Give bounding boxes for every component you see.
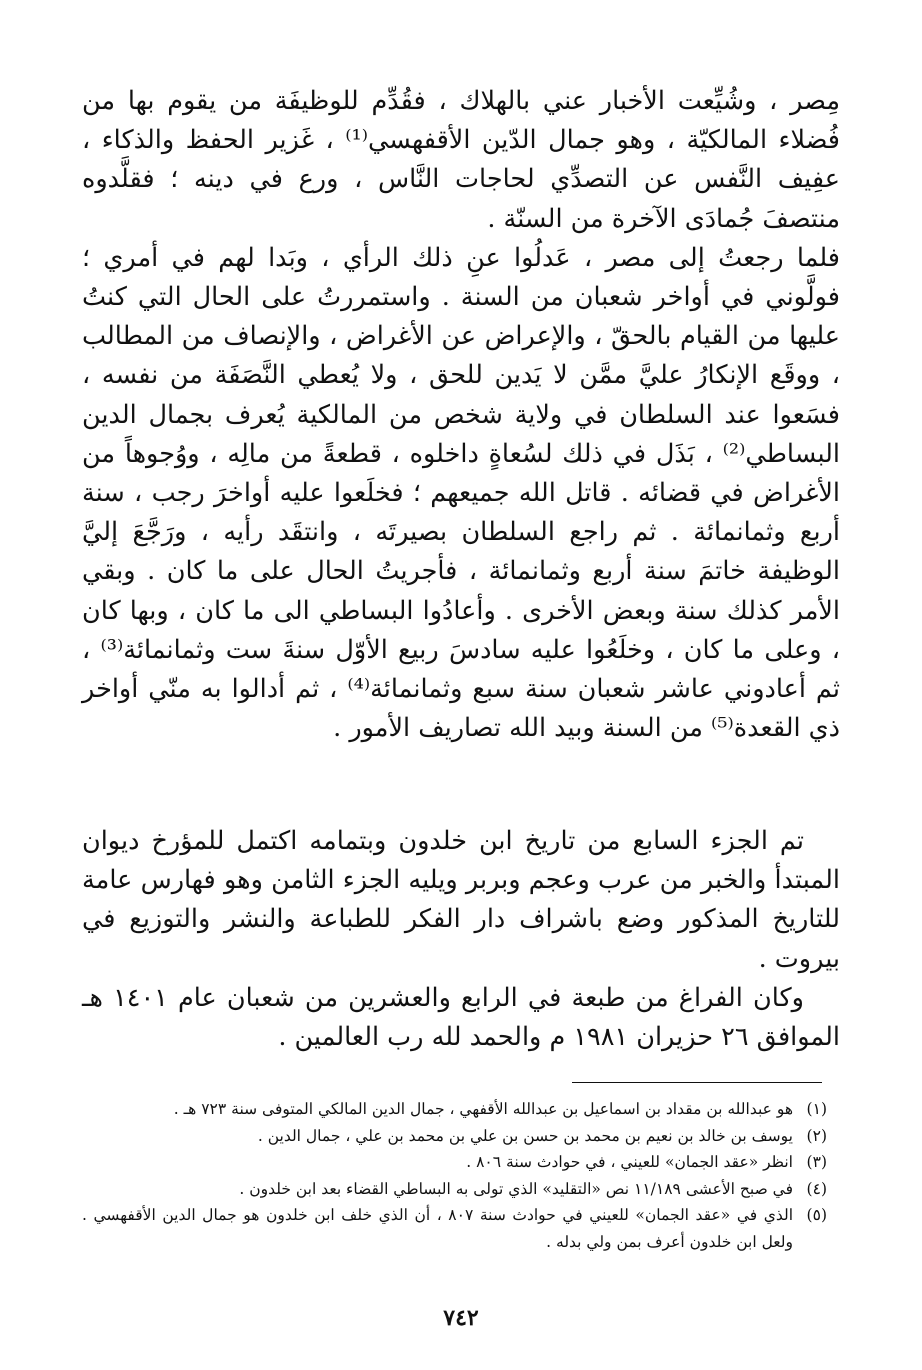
footnote (82, 1149, 827, 1176)
footnote-text: الذي في «عقد الجمان» للعيني في حوادث سنة ٨٠٧ ، أن الذي خلف ابن خلدون هو جمال الدين الأقفهسي . ولعل ابن خلدون أعرف بمن ولي بدله . (82, 1206, 794, 1251)
colophon (82, 822, 840, 1057)
footnote-text: هو عبدالله بن مقداد بن اسماعيل بن عبدالله الأقفهي ، جمال الدين المالكي المتوفى سنة ٧٢٣ هـ . (173, 1100, 793, 1118)
footnote-divider (572, 1082, 822, 1083)
footnotes (82, 1096, 827, 1255)
footnote-text: يوسف بن خالد بن نعيم بن محمد بن حسن بن علي بن محمد بن علي ، جمال الدين . (257, 1126, 793, 1145)
footnote-text: انظر «عقد الجمان» للعيني ، في حوادث سنة ٨٠٦ . (466, 1153, 793, 1171)
colophon-print-date: وكان الفراغ من طبعة في الرابع والعشرين من شعبان عام ١٤٠١ هـ الموافق ٢٦ حزيران ١٩٨١ م والحمد لله رب العالمين . (82, 982, 840, 1053)
paragraph-continuation: مِصر ، وشُيِّعت الأخبار عني بالهلاك ، فقُدِّم للوظيفَة من يقوم بها من فُضلاء المالكيّة ، وهو جمال الدّين الأقفهسي⁽¹⁾ ، غَزير الحفظ والذكاء ، عفِيف النَّفس عن التصدِّي لحاجات النَّاس ، ورع في دينه ؛ فقلَّدوه منتصفَ جُمادَى الآخرة من السنّة . (82, 86, 840, 234)
footnote (82, 1176, 827, 1203)
footnote (82, 1202, 827, 1255)
footnote-number: (٢) (806, 1126, 827, 1145)
footnote (82, 1123, 827, 1150)
footnote (82, 1096, 827, 1123)
colophon-completion-note: تم الجزء السابع من تاريخ ابن خلدون وبتمامه اكتمل للمؤرخ ديوان المبتدأ والخبر من عرب وعجم وبربر ويليه الجزء الثامن وهو فهارس عامة للتاريخ المذكور وضع باشراف دار الفكر للطباعة والنشر والتوزيع في بيروت . (82, 826, 840, 974)
footnote-number: (١) (806, 1100, 827, 1118)
paragraph-return-to-egypt: فلما رجعتُ إلى مصر ، عَدلُوا عنِ ذلك الرأي ، وبَدا لهم في أمري ؛ فولَّوني في أواخر شعبان من السنة . واستمررتُ على الحال التي كنتُ عليها من القيام بالحقّ ، والإعراض عن الأغراض ، والإنصاف من المطالب ، ووقَع الإنكارُ عليَّ ممَّن لا يَدين للحق ، ولا يُعطي النَّصَفَة من نفسه ، فسَعوا عند السلطان في ولاية شخص من المالكية يُعرف بجمال الدين البساطي⁽²⁾ ، بَذَل في ذلك لسُعاةٍ داخلوه ، قطعةً من مالِه ، ووُجوهاً من الأغراض في قضائه . قاتل الله جميعهم ؛ فخلَعوا عليه أواخرَ رجب ، سنة أربع وثمانمائة . ثم راجع السلطان بصيرتَه ، وانتقَد رأيه ، ورَجَّعَ إليَّ الوظيفة خاتمَ سنة أربع وثمانمائة ، فأجريتُ الحال على ما كان . وبقي الأمر كذلك سنة وبعض الأخرى . وأعادُوا البساطي الى ما كان ، وبها كان ، وعلى ما كان ، وخلَعُوا عليه سادسَ ربيع الأوّل سنةَ ست وثمانمائة⁽³⁾ ، ثم أعادوني عاشر شعبان سنة سبع وثمانمائة⁽⁴⁾ ، ثم أدالوا به منّي أواخر ذي القعدة⁽⁵⁾ من السنة وبيد الله تصاريف الأمور . (82, 242, 841, 744)
footnote-number: (٥) (806, 1206, 827, 1224)
footnote-number: (٤) (806, 1179, 827, 1198)
footnote-text: في صبح الأعشى ١١/١٨٩ نص «التقليد» الذي تولى به البساطي القضاء بعد ابن خلدون . (239, 1179, 793, 1198)
page-number: ٧٤٢ (443, 1305, 479, 1331)
footnote-number: (٣) (806, 1153, 827, 1171)
main-text (82, 82, 840, 748)
